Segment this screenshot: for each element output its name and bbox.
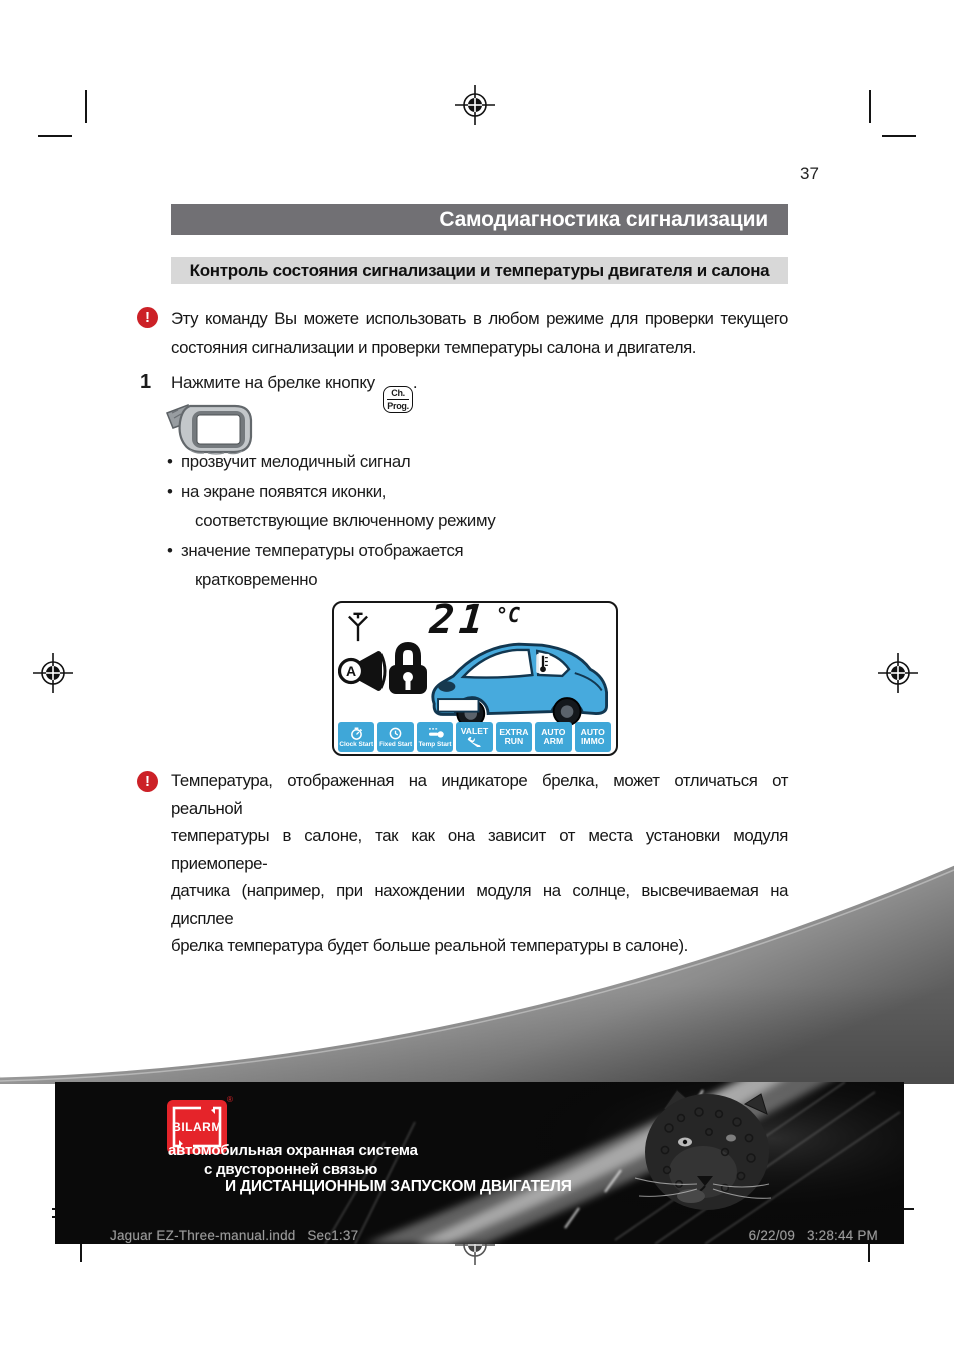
note-line: температуры в салоне, так как она зависит от места установки модуля приемопере- bbox=[171, 826, 788, 873]
bullet-marker: • bbox=[167, 481, 173, 501]
siren-auto-label: A bbox=[345, 663, 357, 679]
bullet-marker: • bbox=[167, 540, 173, 560]
siren-icon bbox=[338, 649, 390, 693]
warning-icon: ! bbox=[137, 307, 158, 328]
lcd-badge-row bbox=[338, 722, 611, 752]
warning-icon: ! bbox=[137, 771, 158, 792]
banner-tagline: И ДИСТАНЦИОННЫМ ЗАПУСКОМ ДВИГАТЕЛЯ bbox=[225, 1178, 572, 1195]
registration-mark-icon bbox=[878, 653, 918, 693]
bullet-marker bbox=[181, 565, 195, 595]
note-line: Эту команду Вы можете использовать в любом режиме для проверки текущего bbox=[171, 309, 788, 328]
list-item bbox=[167, 506, 587, 536]
lcd-badge-extra-run: EXTRA RUN bbox=[496, 722, 532, 752]
thermometer-icon bbox=[536, 654, 549, 673]
crop-mark bbox=[38, 135, 72, 137]
brand-banner bbox=[55, 1082, 904, 1244]
temperature-readout: 21 bbox=[427, 597, 491, 643]
footer-filename: Jaguar EZ-Three-manual.indd Sec1:37 bbox=[110, 1228, 359, 1243]
list-item bbox=[167, 477, 587, 507]
bullet-marker bbox=[181, 506, 195, 536]
ch-prog-top-label: Ch. bbox=[387, 388, 409, 400]
registration-mark-icon bbox=[455, 85, 495, 125]
subsection-title-bar: Контроль состояния сигнализации и температуры двигателя и салона bbox=[171, 257, 788, 284]
banner-tagline: автомобильная охранная система bbox=[168, 1142, 418, 1159]
lcd-display bbox=[332, 597, 618, 756]
footer-timestamp: 6/22/09 3:28:44 PM bbox=[748, 1228, 878, 1243]
crop-mark bbox=[869, 90, 871, 123]
lcd-badge-clock-start: Clock Start bbox=[338, 722, 374, 752]
lcd-badge-auto-immo: AUTO IMMO bbox=[575, 722, 611, 752]
bullet-text: соответствующие включенному режиму bbox=[195, 511, 496, 530]
lcd-badge-fixed-start: Fixed Start bbox=[377, 722, 413, 752]
lcd-badge-auto-arm: AUTO ARM bbox=[535, 722, 571, 752]
list-item bbox=[167, 447, 587, 477]
crop-mark bbox=[882, 135, 916, 137]
car-graphic bbox=[420, 623, 614, 727]
bullet-text: прозвучит мелодичный сигнал bbox=[181, 452, 411, 471]
antenna-icon bbox=[346, 612, 370, 643]
crop-mark bbox=[85, 90, 87, 123]
step-number: 1 bbox=[140, 371, 152, 393]
bullet-text: значение температуры отображается bbox=[181, 540, 464, 560]
thermometer-icon bbox=[427, 727, 444, 740]
bullet-marker: • bbox=[167, 452, 173, 471]
stopwatch-icon bbox=[350, 727, 363, 740]
lcd-badge-valet: VALET bbox=[456, 722, 492, 752]
registration-mark-icon bbox=[33, 653, 73, 693]
ch-prog-button-icon bbox=[383, 386, 413, 413]
list-item bbox=[167, 536, 587, 566]
step-suffix: . bbox=[412, 373, 418, 392]
section-title-bar: Самодиагностика сигнализации bbox=[171, 204, 788, 235]
ch-prog-bottom-label: Prog. bbox=[387, 401, 409, 411]
bilarm-logo-text: BILARM bbox=[172, 1120, 222, 1134]
note-line: брелка температура будет больше реальной температуры в салоне). bbox=[171, 936, 688, 955]
bullet-list bbox=[167, 447, 587, 595]
lcd-badge-temp-start: Temp Start bbox=[417, 722, 453, 752]
wrench-icon bbox=[466, 736, 482, 747]
step-text: Нажмите на брелке кнопку bbox=[171, 373, 375, 392]
registered-trademark: ® bbox=[227, 1095, 233, 1104]
clock-icon bbox=[389, 727, 402, 740]
page-number: 37 bbox=[800, 164, 819, 183]
list-item bbox=[167, 565, 587, 595]
note-line: Температура, отображенная на индикаторе брелка, может отличаться от реальной bbox=[171, 771, 788, 818]
banner-tagline: с двусторонней связью bbox=[204, 1161, 378, 1178]
swoosh-graphic bbox=[0, 856, 954, 1084]
bullet-text: кратковременно bbox=[195, 570, 318, 589]
note-paragraph bbox=[171, 304, 788, 362]
bullet-text: на экране появятся иконки, bbox=[181, 481, 387, 501]
temperature-unit: °C bbox=[496, 603, 521, 627]
note-line: датчика (например, при нахождении модуля на солнце, высвечиваемая на дисплее bbox=[171, 881, 788, 928]
note-line: состояния сигнализации и проверки температуры салона и двигателя. bbox=[171, 338, 697, 357]
